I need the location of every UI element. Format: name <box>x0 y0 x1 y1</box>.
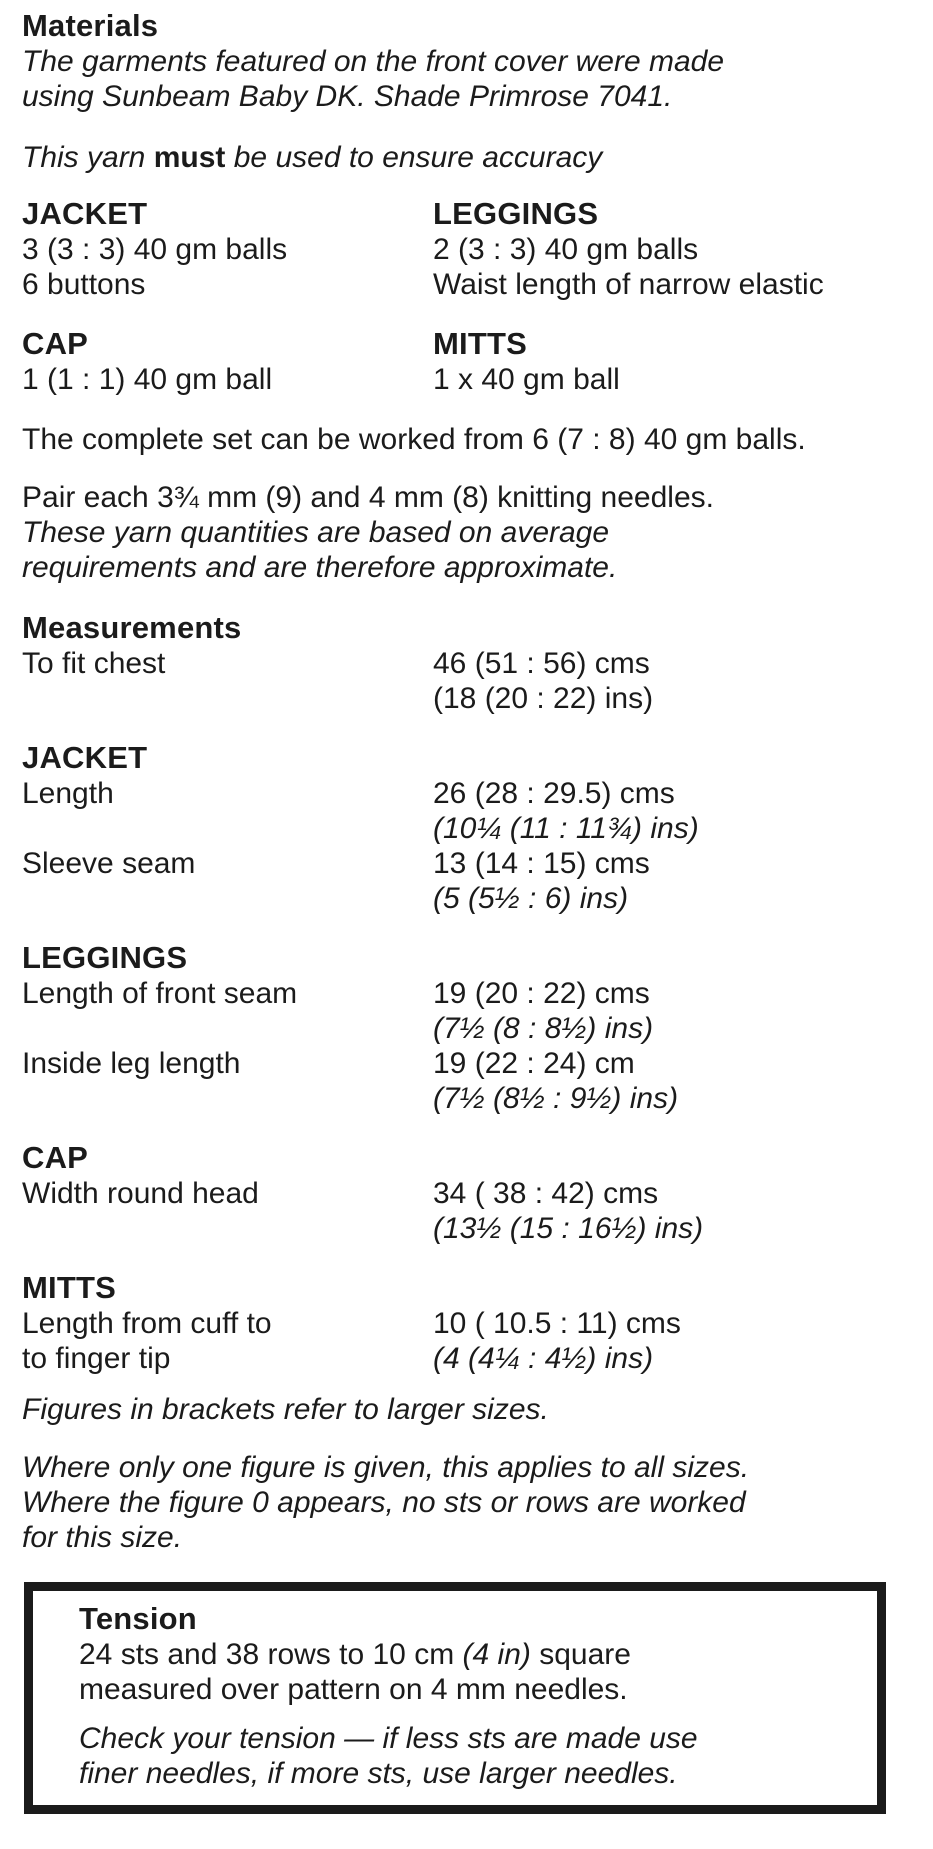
needles-section <box>22 480 912 585</box>
jacket-sleeve-label: Sleeve seam <box>22 847 196 880</box>
leggings-heading: LEGGINGS <box>433 196 599 231</box>
tension-box <box>24 1582 886 1814</box>
jacket-heading: JACKET <box>22 196 148 231</box>
jacket-buttons: 6 buttons <box>22 268 146 301</box>
cap-head-ins-row <box>22 1211 912 1246</box>
leggings-front-in: (7½ (8 : 8½) ins) <box>433 1012 654 1045</box>
mitts-cuff-cm: 10 ( 10.5 : 11) cms <box>433 1307 681 1340</box>
jacket-length-row <box>22 776 912 811</box>
jacket-measure-heading: JACKET <box>22 740 148 775</box>
cap-heading: CAP <box>22 326 89 361</box>
measurements-heading: Measurements <box>22 610 242 645</box>
chest-cm: 46 (51 : 56) cms <box>433 647 650 680</box>
cap-yarn: 1 (1 : 1) 40 gm ball <box>22 363 273 396</box>
leggings-inside-cm: 19 (22 : 24) cm <box>433 1047 635 1080</box>
quantities-note-line1: These yarn quantities are based on average <box>22 516 610 549</box>
tension-content <box>79 1601 879 1791</box>
tension-line2: measured over pattern on 4 mm needles. <box>79 1673 628 1706</box>
mitts-cuff-label1: Length from cuff to <box>22 1307 272 1340</box>
jacket-sleeve-ins-row <box>22 881 912 916</box>
jacket-length-label: Length <box>22 777 114 810</box>
accuracy-note-bold: must <box>153 141 226 174</box>
jacket-length-cm: 26 (28 : 29.5) cms <box>433 777 675 810</box>
materials-heading: Materials <box>22 8 159 43</box>
cap-head-row <box>22 1176 912 1211</box>
jacket-yarn: 3 (3 : 3) 40 gm balls <box>22 233 288 266</box>
mitts-yarn: 1 x 40 gm ball <box>433 363 620 396</box>
mitts-cuff-label2: to finger tip <box>22 1342 171 1375</box>
mitts-cuff-ins-row <box>22 1341 912 1376</box>
measurements-section <box>22 610 912 716</box>
chest-row-ins <box>22 681 912 716</box>
quantities-note-line2: requirements and are therefore approximate. <box>22 551 618 584</box>
leggings-inside-row <box>22 1046 912 1081</box>
brackets-note: Figures in brackets refer to larger sizes. <box>22 1393 549 1426</box>
materials-intro-line2: using Sunbeam Baby DK. Shade Primrose 7041. <box>22 80 673 113</box>
cap-head-cm: 34 ( 38 : 42) cms <box>433 1177 659 1210</box>
leggings-measurements <box>22 940 912 1116</box>
mitts-cuff-in: (4 (4¼ : 4½) ins) <box>433 1342 654 1375</box>
jacket-measurements <box>22 740 912 916</box>
mitts-materials <box>433 326 913 397</box>
mitts-measurements <box>22 1270 912 1376</box>
needles-line: Pair each 3¾ mm (9) and 4 mm (8) knitting needles. <box>22 481 714 514</box>
leggings-inside-in: (7½ (8½ : 9½) ins) <box>433 1082 679 1115</box>
leggings-front-label: Length of front seam <box>22 977 298 1010</box>
mitts-measure-heading: MITTS <box>22 1270 116 1305</box>
chest-in: (18 (20 : 22) ins) <box>433 682 654 715</box>
leggings-materials <box>433 196 913 302</box>
accuracy-note-after: be used to ensure accuracy <box>225 141 603 174</box>
jacket-sleeve-cm: 13 (14 : 15) cms <box>433 847 650 880</box>
jacket-sleeve-in: (5 (5½ : 6) ins) <box>433 882 629 915</box>
cap-head-in: (13½ (15 : 16½) ins) <box>433 1212 704 1245</box>
leggings-elastic: Waist length of narrow elastic <box>433 268 824 301</box>
zero-figure-note-line1: Where the figure 0 appears, no sts or rows are worked <box>22 1486 746 1519</box>
figures-note <box>22 1450 912 1555</box>
mitts-heading: MITTS <box>433 326 527 361</box>
cap-measure-heading: CAP <box>22 1140 89 1175</box>
cap-measurements <box>22 1140 912 1246</box>
leggings-inside-label: Inside leg length <box>22 1047 241 1080</box>
leggings-front-ins-row <box>22 1011 912 1046</box>
jacket-length-ins-row <box>22 811 912 846</box>
accuracy-note-before: This yarn <box>22 141 154 174</box>
tension-heading: Tension <box>79 1601 197 1636</box>
one-figure-note: Where only one figure is given, this applies to all sizes. <box>22 1451 750 1484</box>
jacket-sleeve-row <box>22 846 912 881</box>
tension-line1: 24 sts and 38 rows to 10 cm (4 in) square <box>79 1638 631 1671</box>
chest-label: To fit chest <box>22 647 166 680</box>
mitts-cuff-row <box>22 1306 912 1341</box>
complete-set-note: The complete set can be worked from 6 (7 : 8) 40 gm balls. <box>22 423 806 456</box>
leggings-front-cm: 19 (20 : 22) cms <box>433 977 650 1010</box>
leggings-measure-heading: LEGGINGS <box>22 940 188 975</box>
leggings-yarn: 2 (3 : 3) 40 gm balls <box>433 233 699 266</box>
jacket-length-in: (10¼ (11 : 11¾) ins) <box>433 812 699 845</box>
zero-figure-note-line2: for this size. <box>22 1521 183 1554</box>
chest-row <box>22 646 912 681</box>
leggings-inside-ins-row <box>22 1081 912 1116</box>
yarn-accuracy-note <box>22 140 912 175</box>
cap-head-label: Width round head <box>22 1177 259 1210</box>
tension-check-line2: finer needles, if more sts, use larger needles. <box>79 1757 678 1790</box>
materials-section <box>22 8 912 114</box>
tension-check-line1: Check your tension — if less sts are made use <box>79 1722 698 1755</box>
materials-intro-line1: The garments featured on the front cover were made <box>22 45 725 78</box>
leggings-front-row <box>22 976 912 1011</box>
